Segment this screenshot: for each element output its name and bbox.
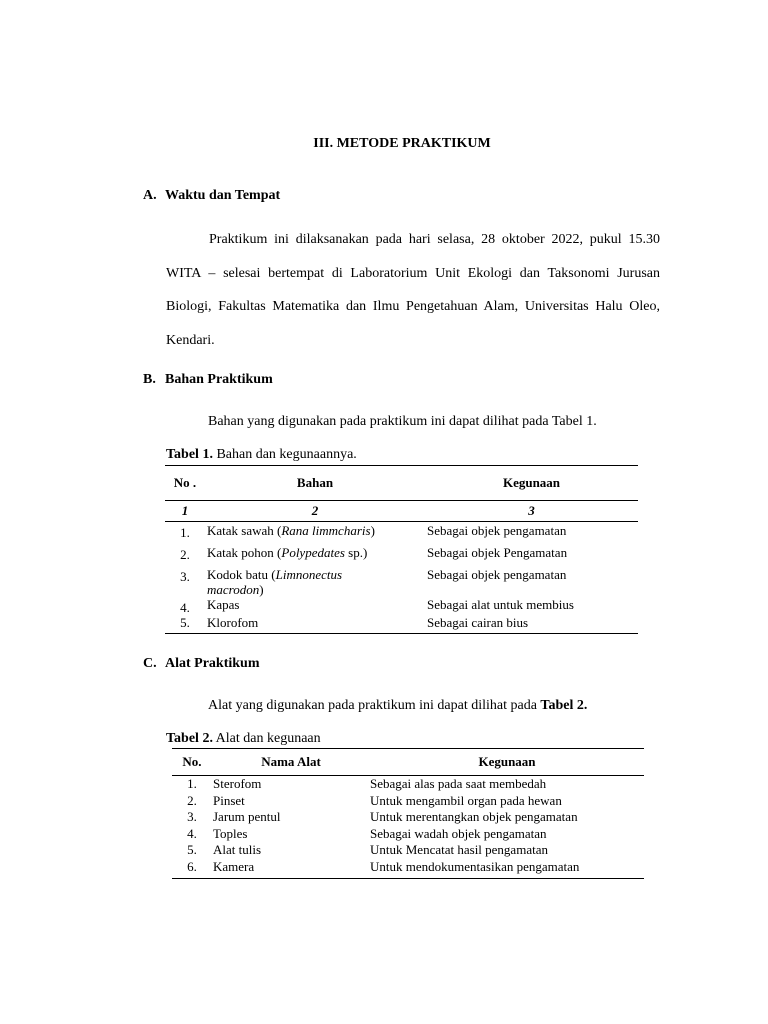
table-bahan bbox=[165, 465, 638, 634]
bahan-intro: Bahan yang digunakan pada praktikum ini dapat dilihat pada Tabel 1. bbox=[208, 414, 597, 429]
table2-caption bbox=[166, 731, 321, 747]
section-letter: A. bbox=[143, 188, 157, 203]
row-number: 2. bbox=[180, 547, 190, 562]
waktu-paragraph: Praktikum ini dilaksanakan pada hari selasa, 28 oktober 2022, pukul 15.30 WITA – selesai bertempat di Laboratorium Unit Ekologi dan Taksonomi Jurusan Biologi, Fakultas Matematika dan Ilmu Pengetahuan Alam, Universitas Halu Oleo, Kendari. bbox=[166, 232, 660, 348]
table1-caption bbox=[166, 447, 357, 463]
row-number: 1. bbox=[180, 525, 190, 540]
row-nama-alat: Alat tulis bbox=[213, 842, 262, 858]
table-row bbox=[165, 615, 638, 634]
bahan-text: Klorofom bbox=[207, 615, 259, 630]
bahan-species: Polypedates bbox=[281, 545, 345, 560]
table-row bbox=[172, 809, 644, 826]
row-kegunaan: Sebagai cairan bius bbox=[425, 615, 638, 634]
table2-header-nama: Nama Alat bbox=[212, 749, 370, 776]
section-title: Bahan Praktikum bbox=[165, 372, 273, 387]
row-number: 4. bbox=[187, 825, 197, 841]
row-kegunaan: Untuk mengambil organ pada hewan bbox=[370, 792, 562, 808]
table1-caption-label: Tabel 1. bbox=[166, 447, 213, 462]
table1-number-2: 2 bbox=[205, 501, 425, 522]
chapter-title: III. METODE PRAKTIKUM bbox=[313, 136, 491, 151]
alat-intro-text: Alat yang digunakan pada praktikum ini dapat dilihat pada bbox=[208, 698, 541, 713]
row-kegunaan: Sebagai wadah objek pengamatan bbox=[370, 825, 547, 841]
row-number: 5. bbox=[165, 615, 205, 634]
bahan-text: Katak sawah ( bbox=[207, 523, 282, 538]
section-heading-alat bbox=[143, 656, 260, 672]
row-kegunaan: Sebagai objek pengamatan bbox=[427, 523, 567, 538]
bahan-text: Katak pohon ( bbox=[207, 545, 282, 560]
bahan-species: Rana limmcharis bbox=[281, 523, 371, 538]
row-bahan bbox=[205, 522, 425, 541]
row-number: 2. bbox=[187, 792, 197, 808]
table-row bbox=[172, 826, 644, 843]
row-number: 4. bbox=[180, 600, 190, 615]
row-bahan bbox=[205, 540, 425, 562]
table-row bbox=[172, 793, 644, 810]
section-letter: C. bbox=[143, 656, 157, 671]
row-nama-alat: Sterofom bbox=[213, 776, 262, 791]
section-letter: B. bbox=[143, 372, 156, 387]
row-kegunaan: Sebagai objek Pengamatan bbox=[427, 545, 568, 560]
bahan-text: ) bbox=[259, 582, 264, 597]
section-heading-waktu bbox=[143, 188, 280, 204]
table2-header-kegunaan: Kegunaan bbox=[370, 749, 644, 776]
table-row bbox=[172, 859, 644, 878]
bahan-species: Limnonectus macrodon bbox=[207, 567, 343, 597]
alat-intro-table-ref: Tabel 2. bbox=[540, 698, 588, 713]
table1-header-bahan: Bahan bbox=[205, 466, 425, 501]
row-kegunaan: Sebagai alas pada saat membedah bbox=[370, 776, 547, 791]
row-bahan bbox=[205, 615, 425, 634]
table2-caption-label: Tabel 2. bbox=[166, 731, 213, 746]
table-row bbox=[172, 776, 644, 793]
table1-number-1: 1 bbox=[165, 501, 205, 522]
bahan-text: sp.) bbox=[344, 545, 368, 560]
bahan-text: ) bbox=[370, 523, 375, 538]
table1-header-kegunaan: Kegunaan bbox=[425, 466, 638, 501]
row-number: 6. bbox=[172, 859, 212, 878]
row-nama-alat: Pinset bbox=[213, 792, 245, 808]
table1-caption-text: Bahan dan kegunaannya. bbox=[212, 447, 357, 462]
bahan-text: Kodok batu ( bbox=[207, 567, 276, 582]
table-row bbox=[172, 842, 644, 859]
row-nama-alat: Toples bbox=[213, 825, 248, 841]
section-title: Waktu dan Tempat bbox=[165, 188, 281, 203]
alat-intro bbox=[208, 698, 587, 714]
row-bahan bbox=[205, 562, 425, 597]
table-row bbox=[165, 522, 638, 541]
row-kegunaan: Untuk mendokumentasikan pengamatan bbox=[370, 859, 644, 878]
row-kegunaan: Untuk merentangkan objek pengamatan bbox=[370, 809, 578, 825]
table1-header-no: No . bbox=[165, 466, 205, 501]
row-nama-alat: Jarum pentul bbox=[213, 809, 281, 825]
table-row bbox=[165, 562, 638, 597]
row-nama-alat: Kamera bbox=[212, 859, 370, 878]
table-row bbox=[165, 540, 638, 562]
row-number: 1. bbox=[187, 776, 197, 791]
bahan-text: Kapas bbox=[207, 597, 240, 612]
table2-header-no: No. bbox=[172, 749, 212, 776]
section-heading-bahan bbox=[143, 372, 273, 388]
row-number: 5. bbox=[187, 842, 197, 858]
table2-caption-text: Alat dan kegunaan bbox=[212, 731, 321, 746]
table1-number-3: 3 bbox=[425, 501, 638, 522]
row-number: 3. bbox=[187, 809, 197, 825]
row-kegunaan: Sebagai objek pengamatan bbox=[427, 567, 567, 582]
row-bahan bbox=[205, 597, 425, 615]
row-number: 3. bbox=[180, 569, 190, 584]
row-kegunaan: Untuk Mencatat hasil pengamatan bbox=[370, 842, 548, 858]
table-alat bbox=[172, 748, 644, 879]
table-row bbox=[165, 597, 638, 615]
section-title: Alat Praktikum bbox=[165, 656, 260, 671]
row-kegunaan: Sebagai alat untuk membius bbox=[427, 597, 574, 612]
